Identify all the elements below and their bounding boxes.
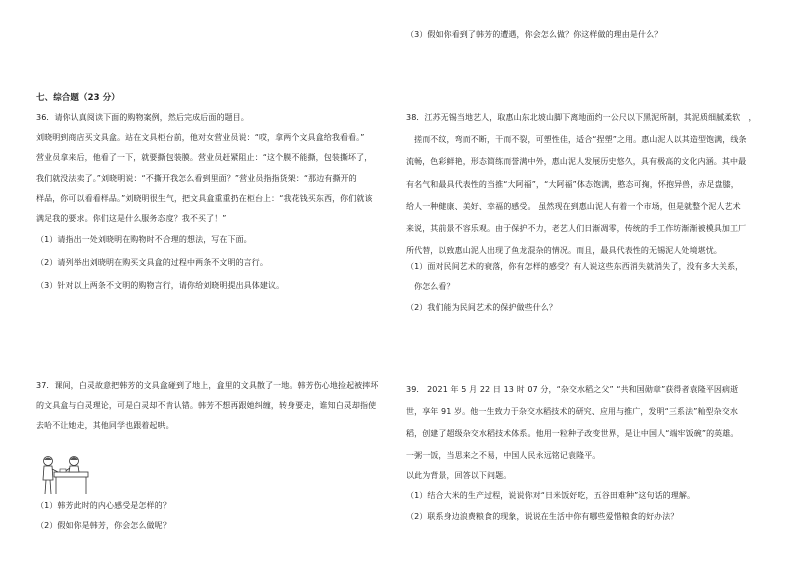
q36-subquestion: （1）请指出一处刘晓明在购物时不合理的想法，写在下面。 xyxy=(36,235,252,244)
q39-line: 以此为背景，回答以下问题。 xyxy=(406,471,512,480)
q39-line: 一粥一饭，当思来之不易，中国人民永远铭记袁隆平。 xyxy=(406,451,601,460)
q37-line: 去哈不让她走，其他同学也跟着起哄。 xyxy=(36,421,174,430)
q38-line: 有名气和最具代表性的当推“大阿福”，“大阿福”体态饱满，憨态可掬，怀抱异兽，赤足盘膝， xyxy=(406,180,739,189)
q36-line: 满足我的要求。你们这是什么服务态度？我不买了！” xyxy=(36,214,227,223)
q36-line: 营业员拿来后，他看了一下，就要撕包装膜。营业员赶紧阻止：“这个膜不能撕，包装撕坏了， xyxy=(36,153,373,162)
q38-subquestion: （2）我们能为民间艺术的保护做些什么？ xyxy=(406,303,557,312)
q38-line: 38．江苏无锡当地艺人，取惠山东北坡山脚下离地面约一公尺以下黑泥所制，其泥质细腻柔软 ， xyxy=(406,113,757,122)
q36-line: 36．请你认真阅读下面的购物案例，然后完成后面的题目。 xyxy=(36,113,249,122)
q36-line: 刘晓明到商店买文具盒。站在文具柜台前，他对女营业员说：“哎，拿两个文具盒给我看看。” xyxy=(36,133,365,142)
q36-line: 我们就没法卖了。”刘晓明说：“不撕开我怎么看到里面？”营业员指指货架：“那边有撕开的 xyxy=(36,174,357,183)
q36-subquestion: （2）请列举出刘晓明在购买文具盒的过程中两条不文明的言行。 xyxy=(36,258,268,267)
q38-line: 流畅，色彩鲜艳，形态简练而誉满中外，惠山泥人发展历史悠久，具有极高的文化内涵。其中最 xyxy=(406,157,747,166)
q37-line: 37．课间，白灵故意把韩芳的文具盒碰到了地上，盒里的文具散了一地。韩芳伤心地捡起被摔坏 xyxy=(36,381,379,390)
q36-subquestion: （3）针对以上两条不文明的购物言行，请你给刘晓明提出具体建议。 xyxy=(36,281,285,290)
q36-line: 样品，你可以看看样品。”刘晓明很生气，把文具盒重重扔在柜台上：“我花钱买东西，你们就该 xyxy=(36,194,373,203)
q38-line: 所代替，以致惠山泥人出现了鱼龙混杂的情况。而且，最具代表性的无锡泥人处境堪忧。 xyxy=(406,246,722,255)
q37-line: 的文具盒与白灵理论，可是白灵却不肯认错。韩芳不想再跟她纠缠，转身要走，谁知白灵却指使 xyxy=(36,401,377,410)
classroom-illustration xyxy=(36,452,91,496)
q39-line: 39． 2021 年 5 月 22 日 13 时 07 分，“杂交水稻之父” “共和国勋章”获得者袁隆平因病逝 xyxy=(406,385,739,394)
q38-subquestion: 你怎么看？ xyxy=(406,282,455,291)
q38-subquestion: （1）面对民间艺术的衰落，你有怎样的感受？有人说这些东西消失就消失了，没有多大关系， xyxy=(406,262,744,271)
q39-subquestion: （1）结合大米的生产过程，说说你对“日米饭好吃，五谷田难种”这句话的理解。 xyxy=(406,491,696,500)
q39-line: 稻，创建了超级杂交水稻技术体系。他用一粒种子改变世界，是让中国人“端牢饭碗”的英雄。 xyxy=(406,429,739,438)
q38-line: 给人一种健康、美好、幸福的感受。 虽然现在到惠山泥人有着一个市场，但是就整个泥人艺术 xyxy=(406,202,741,211)
q38-line: 来说，其前景不容乐观。由于保护不力，老艺人们日渐凋零，传统的手工作坊渐渐被模具加工厂 xyxy=(406,224,747,233)
q39-subquestion: （2）联系身边浪费粮食的现象，说说在生活中你有哪些爱惜粮食的好办法？ xyxy=(406,512,679,521)
q37-subquestion: （1）韩芳此时的内心感受是怎样的？ xyxy=(36,501,171,510)
q39-line: 世，享年 91 岁。他一生致力于杂交水稻技术的研究、应用与推广，发明“三系法”籼型杂交水 xyxy=(406,407,738,416)
q38-line: 搓而不纹，弯而不断，干而不裂，可塑性佳，适合“捏塑”之用。惠山泥人以其造型饱满，线条 xyxy=(406,135,747,144)
q35-subquestion-3: （3）假如你看到了韩芳的遭遇，你会怎么做？你这样做的理由是什么？ xyxy=(406,30,663,39)
q37-subquestion: （2）假如你是韩芳，你会怎么做呢？ xyxy=(36,521,171,530)
section-title: 七、综合题（23 分） xyxy=(36,93,120,103)
